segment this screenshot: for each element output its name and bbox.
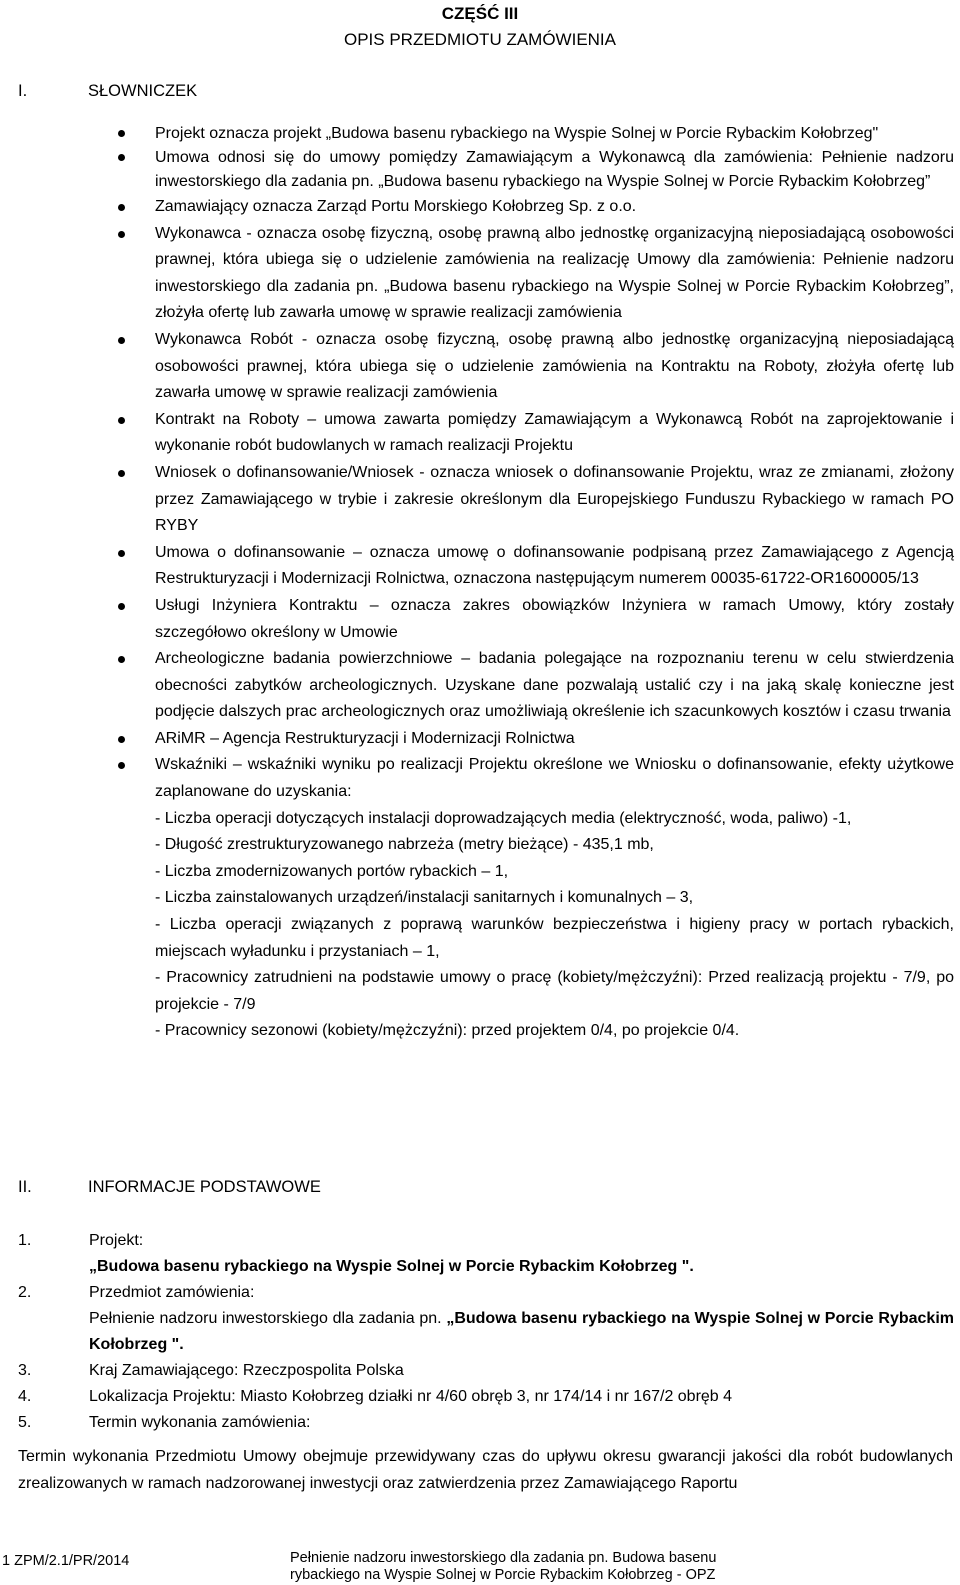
deadline-paragraph: Termin wykonania Przedmiotu Umowy obejmuje przewidywany czas do upływu okresu gwarancji jakości dla robót budowlanych zrealizowanych w ramach nadzorowanej inwestycji oraz zatwierdzenia przez Zamawiającego Raportu <box>18 1448 953 1492</box>
subject-name: „Budowa basenu rybackiego na Wyspie Solnej w Porcie Rybackim Kołobrzeg ". <box>89 1310 955 1353</box>
glossary-item-wykonawca: Wykonawca - oznacza osobę fizyczną, osobę prawną albo jednostkę organizacyjną nieposiadającą osobowości prawnej, która ubiega się o udzielenie zamówienia na realizację Umowy dla zamówienia: Pełnienie nadzoru inwestorskiego dla zadania pn. „Budowa basenu rybackiego na Wyspie Solnej w Porcie Rybackim Kołobrzeg”, złożyła ofertę lub zawarła umowę w sprawie realizacji zamówienia <box>118 221 954 327</box>
glossary-item-umowa: Umowa odnosi się do umowy pomiędzy Zamawiającym a Wykonawcą dla zamówienia: Pełnienie nadzoru inwestorskiego dla zadania pn. „Budowa basenu rybackiego na Wyspie Solnej w Porcie Rybackim Kołobrzeg” <box>118 146 954 194</box>
indicator-line: - Długość zrestrukturyzowanego nabrzeża (metry bieżące) - 435,1 mb, <box>155 836 654 854</box>
subject-prefix: Pełnienie nadzoru inwestorskiego dla zadania pn. <box>89 1310 447 1327</box>
project-name: „Budowa basenu rybackiego na Wyspie Solnej w Porcie Rybackim Kołobrzeg ". <box>89 1258 694 1275</box>
info-list <box>18 1228 954 1436</box>
info-label: Projekt: <box>89 1232 144 1249</box>
indicator-line: - Liczba zainstalowanych urządzeń/instalacji sanitarnych i komunalnych – 3, <box>155 889 694 907</box>
info-item-przedmiot <box>18 1280 954 1358</box>
glossary-item-archeologia: Archeologiczne badania powierzchniowe – badania polegające na rozpoznaniu terenu w celu stwierdzenia obecności zabytków archeologicznych. Uzyskane dane pozwalają ustalić czy i na jaką skalę konieczne jest podjęcie dalszych prac archeologicznych oraz umożliwiają określenie ich szacunkowych kosztów i czasu trwania <box>118 646 954 726</box>
info-item-projekt <box>18 1228 954 1280</box>
section-2-number: II. <box>18 1178 32 1196</box>
glossary-item-wskazniki <box>118 752 954 1045</box>
glossary-item-zamawiajacy: Zamawiający oznacza Zarząd Portu Morskiego Kołobrzeg Sp. z o.o. <box>118 194 954 221</box>
info-number: 5. <box>18 1414 32 1431</box>
glossary-item-umowa-dofinansowanie: Umowa o dofinansowanie – oznacza umowę o dofinansowanie podpisaną przez Zamawiającego z Agencją Restrukturyzacji i Modernizacji Rolnictwa, oznaczona następującym numerem 00035-61722-OR1600005/13 <box>118 540 954 593</box>
info-item-termin <box>18 1410 954 1436</box>
indicator-line: - Liczba operacji dotyczących instalacji doprowadzających media (elektryczność, woda, paliwo) -1, <box>155 809 852 827</box>
glossary-item-uslugi: Usługi Inżyniera Kontraktu – oznacza zakres obowiązków Inżyniera w ramach Umowy, który zostały szczegółowo określony w Umowie <box>118 593 954 646</box>
glossary-item-wykonawca-robot: Wykonawca Robót - oznacza osobę fizyczną, osobę prawną albo jednostkę organizacyjną nieposiadającą osobowości prawnej, która ubiega się o udzielenie zamówienia na Kontraktu na Roboty, złożyła ofertę lub zawarła umowę w sprawie realizacji zamówienia <box>118 327 954 407</box>
glossary-item-projekt: Projekt oznacza projekt „Budowa basenu rybackiego na Wyspie Solnej w Porcie Rybackim Kołobrzeg" <box>118 122 954 146</box>
info-number: 2. <box>18 1284 32 1301</box>
info-item-kraj <box>18 1358 954 1384</box>
indicator-line: - Liczba operacji związanych z poprawą warunków bezpieczeństwa i higieny pracy w portach rybackich, miejscach wyładunku i przystaniach – 1, <box>155 916 954 960</box>
part-title: CZĘŚĆ III <box>441 4 519 23</box>
indicator-line: - Liczba zmodernizowanych portów rybackich – 1, <box>155 862 509 880</box>
info-text: Termin wykonania zamówienia: <box>89 1414 311 1431</box>
info-item-lokalizacja <box>18 1384 954 1410</box>
document-subtitle: OPIS PRZEDMIOTU ZAMÓWIENIA <box>343 30 616 49</box>
glossary-item-arimr: ARiMR – Agencja Restrukturyzacji i Modernizacji Rolnictwa <box>118 726 954 753</box>
info-label: Przedmiot zamówienia: <box>89 1284 255 1301</box>
footer-line: rybackiego na Wyspie Solnej w Porcie Rybackim Kołobrzeg - OPZ <box>290 1567 716 1583</box>
section-2-title: INFORMACJE PODSTAWOWE <box>88 1178 321 1196</box>
glossary-item-kontrakt: Kontrakt na Roboty – umowa zawarta pomiędzy Zamawiającym a Wykonawcą Robót na zaprojektowanie i wykonanie robót budowlanych w ramach realizacji Projektu <box>118 407 954 460</box>
section-1-title: SŁOWNICZEK <box>88 82 198 100</box>
info-text: Lokalizacja Projektu: Miasto Kołobrzeg działki nr 4/60 obręb 3, nr 174/14 i nr 167/2 obręb 4 <box>89 1388 733 1405</box>
footer-reference: 1 ZPM/2.1/PR/2014 <box>2 1553 130 1569</box>
info-number: 3. <box>18 1362 32 1379</box>
info-text: Kraj Zamawiającego: Rzeczpospolita Polska <box>89 1362 404 1379</box>
footer-description <box>290 1550 716 1584</box>
info-number: 4. <box>18 1388 32 1405</box>
glossary-item-wniosek: Wniosek o dofinansowanie/Wniosek - oznacza wniosek o dofinansowanie Projektu, wraz ze zmianami, złożony przez Zamawiającego w trybie i zakresie określonym dla Europejskiego Funduszu Rybackiego w ramach PO RYBY <box>118 460 954 540</box>
footer-line: Pełnienie nadzoru inwestorskiego dla zadania pn. Budowa basenu <box>290 1550 717 1566</box>
indicator-line: - Pracownicy zatrudnieni na podstawie umowy o pracę (kobiety/mężczyźni): Przed realizacją projektu - 7/9, po projekcie - 7/9 <box>155 969 954 1013</box>
indicator-line: - Pracownicy sezonowi (kobiety/mężczyźni): przed projektem 0/4, po projekcie 0/4. <box>155 1022 740 1040</box>
indicators-intro: Wskaźniki – wskaźniki wyniku po realizacji Projektu określone we Wniosku o dofinansowanie, efekty użytkowe zaplanowane do uzyskania: <box>155 756 954 801</box>
glossary-list <box>118 122 954 1045</box>
section-1-number: I. <box>18 82 28 100</box>
info-number: 1. <box>18 1232 32 1249</box>
